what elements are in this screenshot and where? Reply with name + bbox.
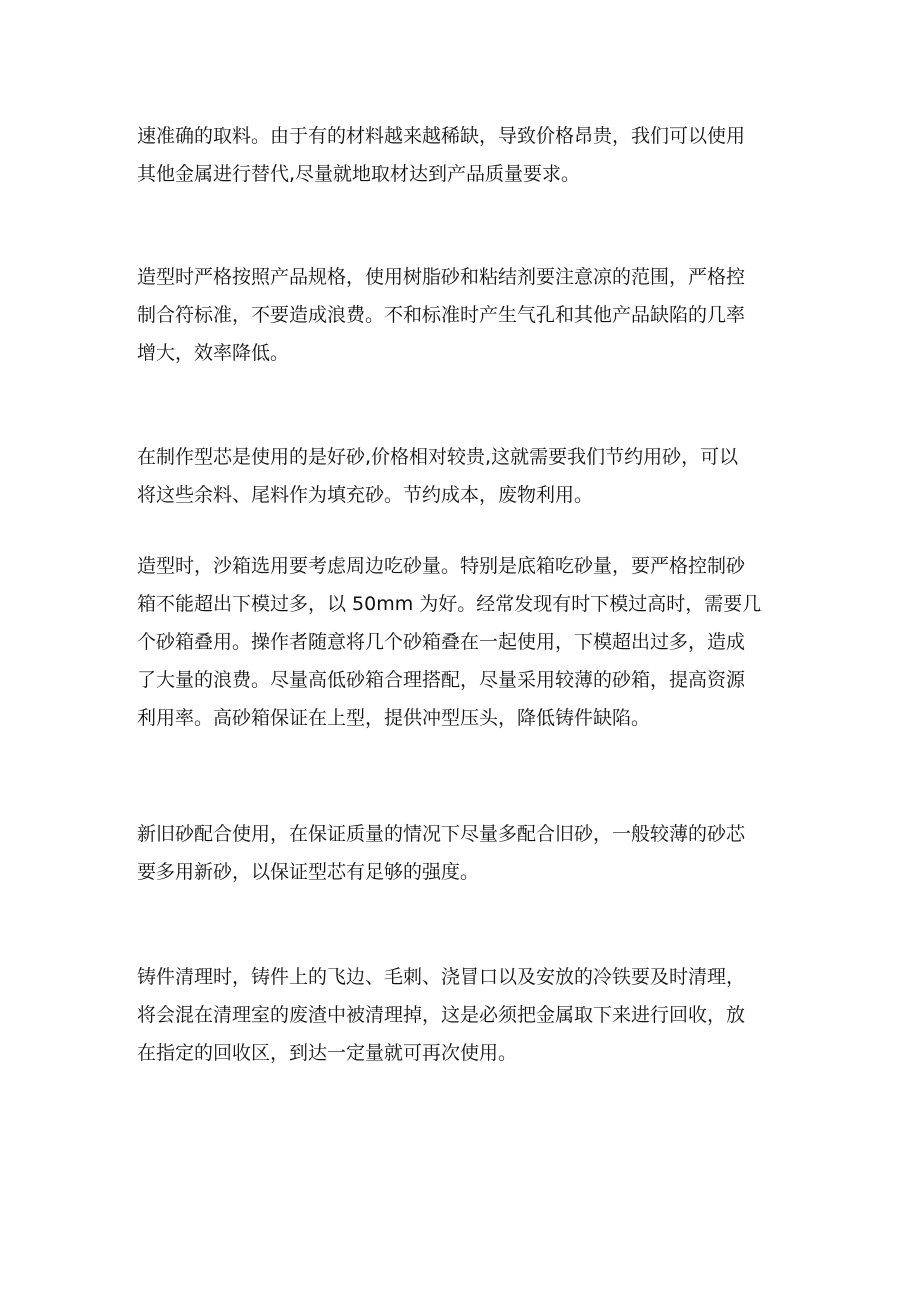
- text-line: 将会混在清理室的废渣中被清理掉，这是必须把金属取下来进行回收，放: [137, 1004, 746, 1026]
- text-line: 新旧砂配合使用，在保证质量的情况下尽量多配合旧砂，一般较薄的砂芯: [137, 823, 746, 845]
- text-line: 利用率。高砂箱保证在上型，提供冲型压头，降低铸件缺陷。: [137, 707, 651, 729]
- text-line: 箱不能超出下模过多，以 50mm 为好。经常发现有时下模过高时，需要几: [137, 593, 762, 615]
- text-line: 制合符标准，不要造成浪费。不和标准时产生气孔和其他产品缺陷的几率: [137, 304, 746, 326]
- paragraph-molding-standards: [137, 258, 787, 372]
- text-line: 在指定的回收区，到达一定量就可再次使用。: [137, 1042, 518, 1064]
- text-line: 在制作型芯是使用的是好砂,价格相对较贵,这就需要我们节约用砂，可以: [137, 446, 739, 468]
- paragraph-casting-cleanup: [137, 958, 787, 1072]
- text-line: 其他金属进行替代,尽量就地取材达到产品质量要求。: [137, 163, 581, 185]
- paragraph-sand-box-selection: [137, 547, 787, 737]
- paragraph-new-old-sand: [137, 815, 787, 891]
- text-line: 将这些余料、尾料作为填充砂。节约成本，废物利用。: [137, 484, 594, 506]
- text-line: 增大，效率降低。: [137, 342, 290, 364]
- text-line: 铸件清理时，铸件上的飞边、毛刺、浇冒口以及安放的冷铁要及时清理，: [137, 966, 746, 988]
- paragraph-core-sand: [137, 438, 787, 514]
- text-line: 要多用新砂，以保证型芯有足够的强度。: [137, 861, 480, 883]
- paragraph-material-substitution: [137, 117, 787, 193]
- text-line: 了大量的浪费。尽量高低砂箱合理搭配，尽量采用较薄的砂箱，提高资源: [137, 669, 746, 691]
- text-line: 个砂箱叠用。操作者随意将几个砂箱叠在一起使用，下模超出过多，造成: [137, 631, 746, 653]
- text-line: 造型时严格按照产品规格，使用树脂砂和粘结剂要注意凉的范围，严格控: [137, 266, 746, 288]
- text-line: 速准确的取料。由于有的材料越来越稀缺，导致价格昂贵，我们可以使用: [137, 125, 746, 147]
- text-line: 造型时，沙箱选用要考虑周边吃砂量。特别是底箱吃砂量，要严格控制砂: [137, 555, 746, 577]
